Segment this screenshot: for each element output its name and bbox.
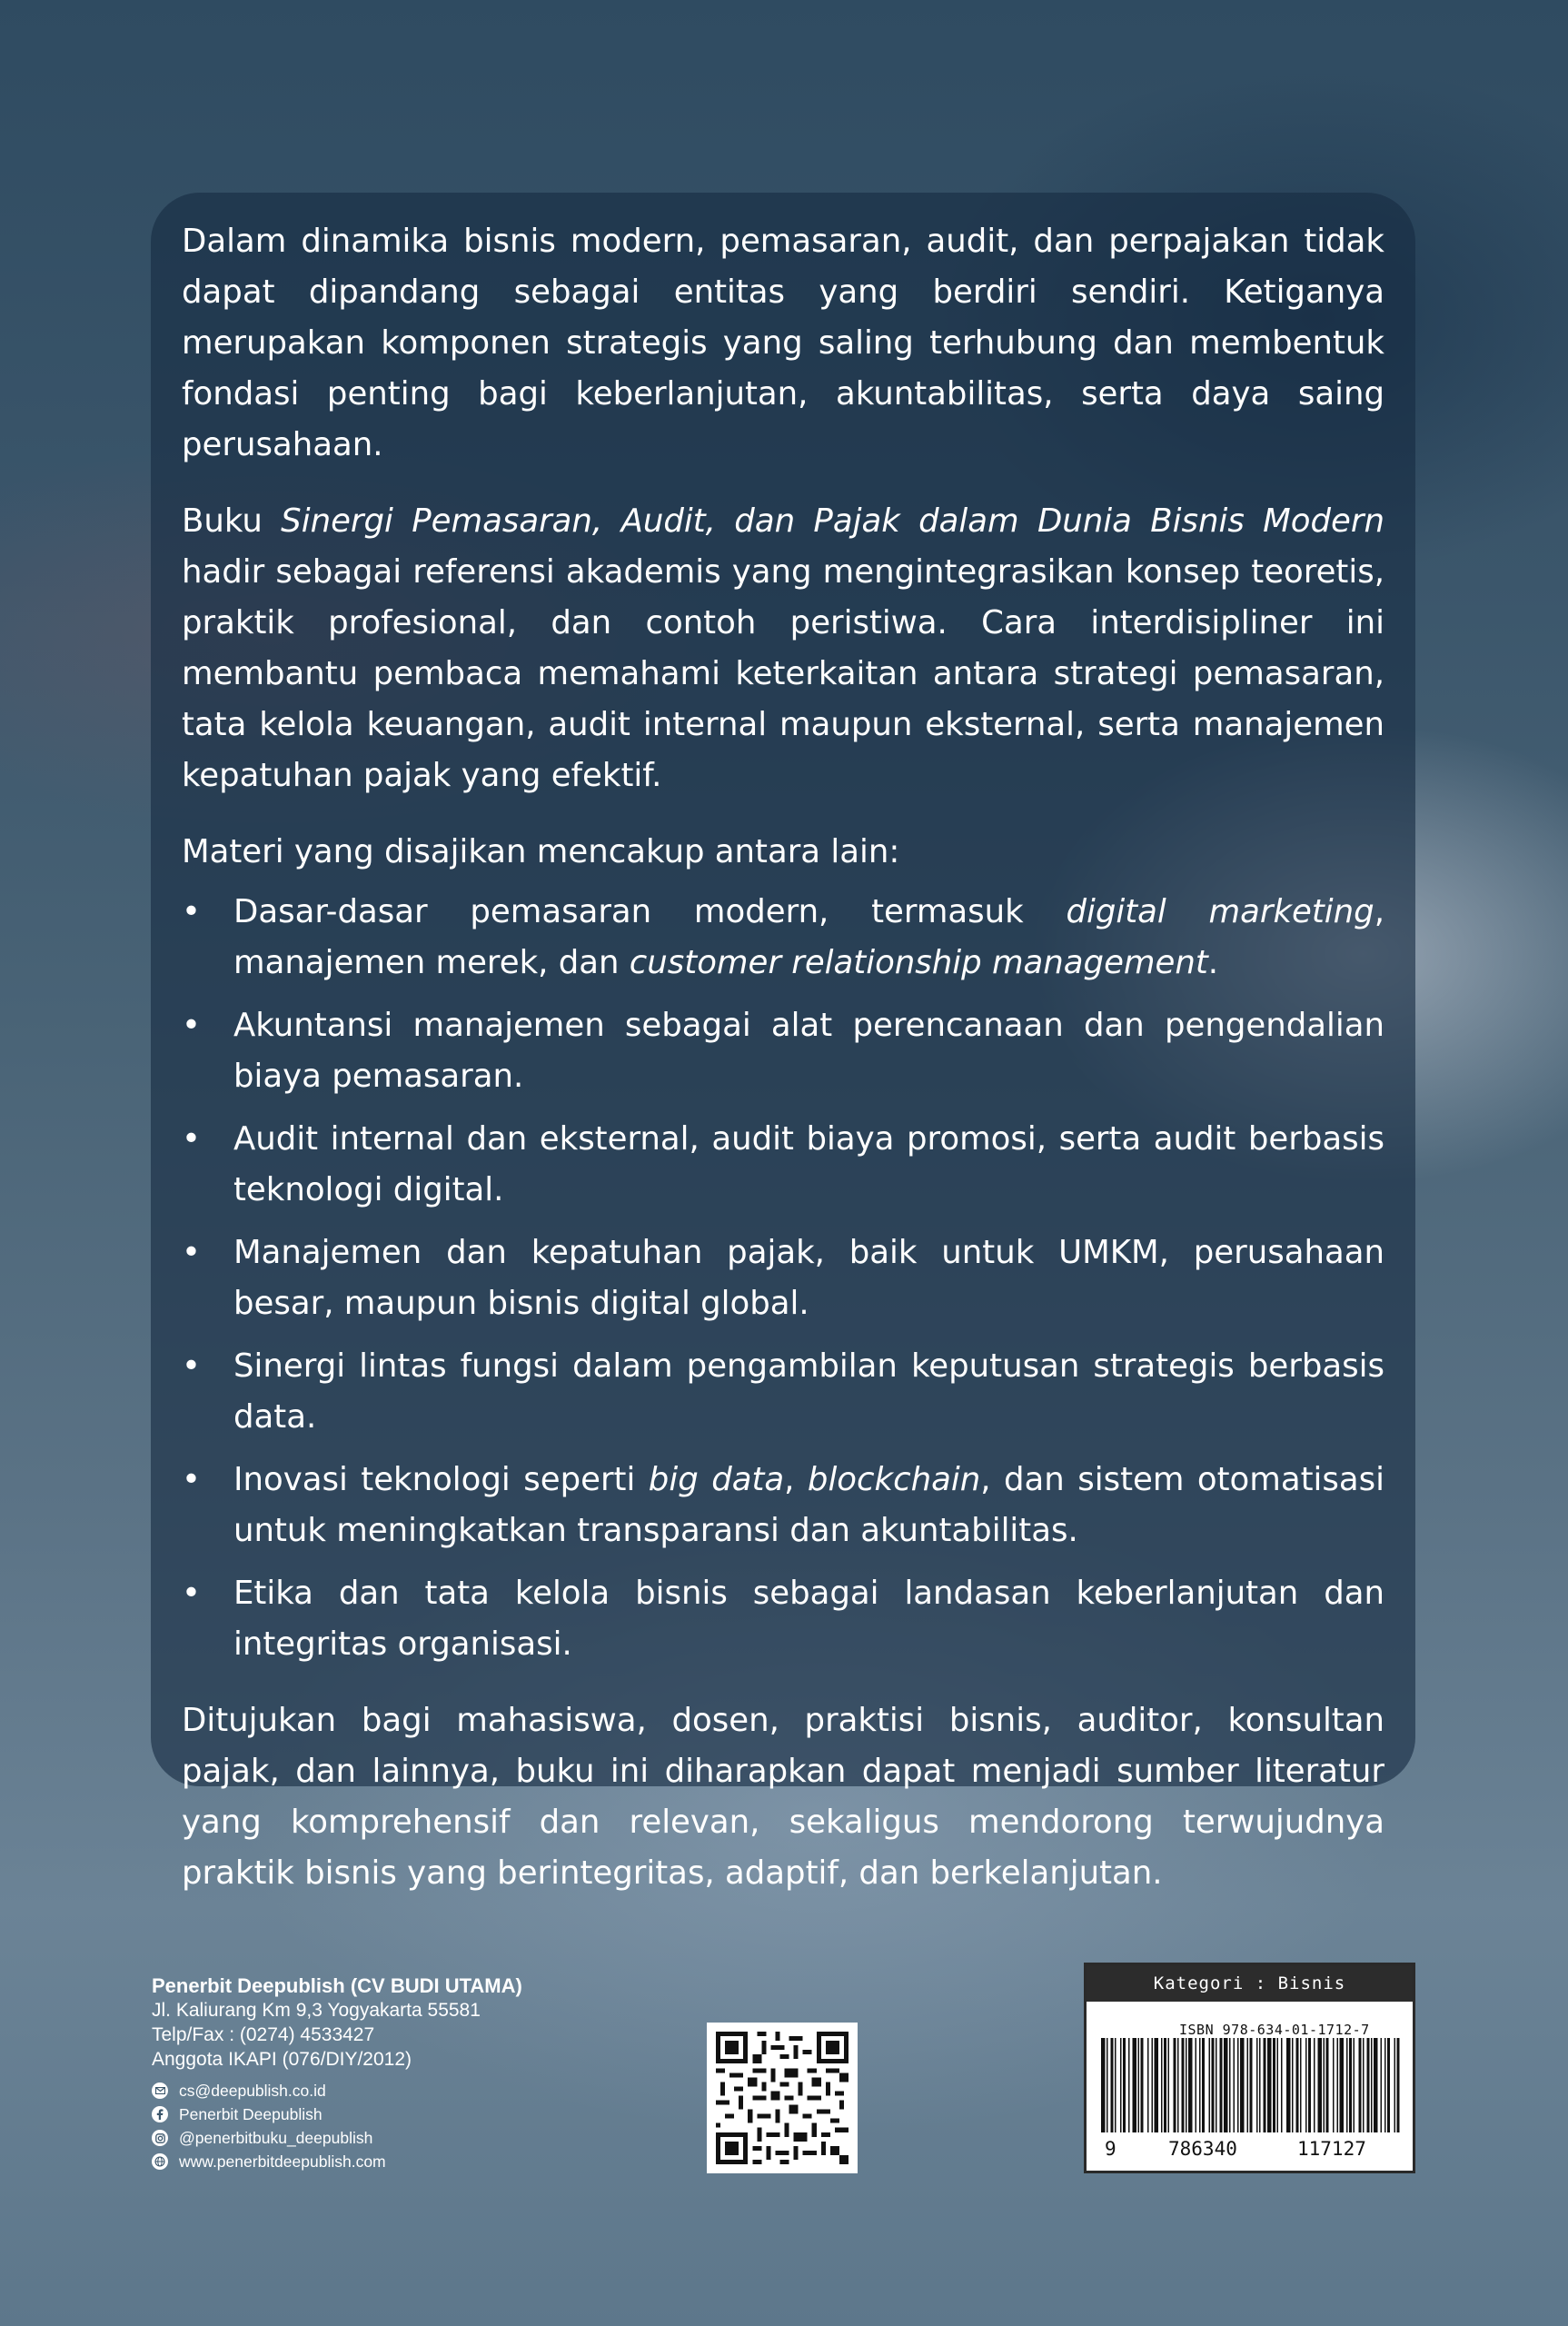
website-text: www.penerbitdeepublish.com [179,2152,386,2171]
description-paragraph-1: Dalam dinamika bisnis modern, pemasaran, audit, dan perpajakan tidak dapat dipandang sebagai entitas yang berdiri sendiri. Ketiganya merupakan komponen strategis yang saling terhubung dan membentuk fondasi penting bagi keberlanjutan, akuntabilitas, serta daya saing perusahaan. [182,223,1384,463]
qr-code[interactable] [707,2023,858,2173]
barcode-bar [1359,2038,1362,2132]
barcode-bar [1259,2038,1261,2132]
barcode-bar [1349,2038,1352,2132]
barcode-bar [1363,2038,1365,2132]
barcode-digits-right: 117127 [1297,2138,1366,2160]
barcode-bar [1267,2038,1272,2132]
facebook-icon [152,2106,168,2122]
barcode-bar [1346,2038,1348,2132]
barcode-bar [1229,2038,1231,2132]
barcode-bar [1277,2038,1279,2132]
barcode-bar [1397,2038,1400,2132]
barcode-bar [1138,2038,1140,2132]
barcode-bar [1296,2038,1299,2132]
barcode-bar [1240,2038,1245,2132]
email-text: cs@deepublish.co.id [179,2082,326,2100]
bullet-marker: • [182,1120,201,1158]
barcode-bar [1224,2038,1228,2132]
publisher-name: Penerbit Deepublish (CV BUDI UTAMA) [152,1974,522,1997]
barcode-bar [1292,2038,1294,2132]
publisher-phone: Telp/Fax : (0274) 4533427 [152,2024,375,2045]
barcode-bar [1111,2038,1114,2132]
globe-icon [152,2153,168,2170]
contact-email[interactable] [152,2079,522,2102]
isbn-number: ISBN 978-634-01-1712-7 [1179,2022,1370,2038]
paragraph-2-suffix: hadir sebagai referensi akademis yang mengintegrasikan konsep teoretis, praktik profesional, dan contoh peristiwa. Cara interdisipliner ini membantu pembaca memahami keterkaitan antara strategi pemasaran, tata kelola keuangan, audit internal maupun eksternal, serta manajemen kepatuhan pajak yang efektif. [182,553,1384,794]
description-panel [151,193,1415,1892]
barcode-bar [1209,2038,1211,2132]
email-icon [152,2082,168,2099]
barcode-bar [1324,2038,1325,2132]
description-closing: Ditujukan bagi mahasiswa, dosen, praktisi bisnis, auditor, konsultan pajak, dan lainnya, buku ini diharapkan dapat menjadi sumber literatur yang komprehensif dan relevan, sekaligus mendorong terwujudnya praktik bisnis yang berintegritas, adaptif, dan berkelanjutan. [182,1702,1384,1892]
list-item: • Akuntansi manajemen sebagai alat perencanaan dan pengendalian biaya pemasaran. [182,1000,1384,1102]
barcode-bar [1387,2038,1390,2132]
barcode-bar [1326,2038,1329,2132]
barcode-bar [1374,2038,1378,2132]
barcode-bar [1314,2038,1315,2132]
list-item: • Dasar-dasar pemasaran modern, termasuk digital marketing, manajemen merek, dan customer relationship management. [182,887,1384,989]
barcode-bar [1164,2038,1166,2132]
barcode-bar [1340,2038,1345,2132]
barcode-bar [1333,2038,1335,2132]
description-paragraph-2 [182,496,1384,801]
list-item: • Manajemen dan kepatuhan pajak, baik untuk UMKM, perusahaan besar, maupun bisnis digital global. [182,1228,1384,1329]
facebook-text: Penerbit Deepublish [179,2105,323,2123]
bullet-marker: • [182,1007,201,1044]
barcode-bar [1354,2038,1355,2132]
barcode-bar [1202,2038,1205,2132]
qr-code-graphic [716,2032,849,2164]
bullet-marker: • [182,1575,201,1612]
barcode-bar [1384,2038,1386,2132]
barcode-bar [1264,2038,1266,2132]
barcode-bar [1141,2038,1144,2132]
list-item: • Etika dan tata kelola bisnis sebagai landasan keberlanjutan dan integritas organisasi. [182,1568,1384,1670]
bullet-marker: • [182,1461,201,1498]
bullet-marker: • [182,1347,201,1385]
barcode-bar [1174,2038,1176,2132]
barcode-bar [1188,2038,1193,2132]
barcode-bar [1256,2038,1258,2132]
barcode-bar [1152,2038,1154,2132]
publisher-ikapi: Anggota IKAPI (076/DIY/2012) [152,2049,412,2070]
barcode-bar [1250,2038,1253,2132]
materials-list [182,887,1384,1670]
barcode-bar [1337,2038,1339,2132]
barcode-bar [1367,2038,1370,2132]
barcode-bar [1318,2038,1323,2132]
bullet-marker: • [182,893,201,930]
contact-facebook[interactable] [152,2102,522,2126]
barcode-bars [1101,2038,1401,2138]
barcode-bar [1199,2038,1201,2132]
barcode-bar [1273,2038,1275,2132]
barcode-bar [1308,2038,1311,2132]
publisher-info [152,1973,522,2173]
barcode-bar [1168,2038,1170,2132]
list-item: • Inovasi teknologi seperti big data, blockchain, dan sistem otomatisasi untuk meningkatkan transparansi dan akuntabilitas. [182,1455,1384,1556]
barcode-bar [1128,2038,1130,2132]
barcode-bar [1155,2038,1159,2132]
contact-instagram[interactable] [152,2126,522,2150]
barcode-bar [1123,2038,1126,2132]
barcode-bar [1120,2038,1122,2132]
barcode-bar [1107,2038,1108,2132]
barcode-digit-first: 9 [1105,2138,1116,2160]
publisher-address: Jl. Kaliurang Km 9,3 Yogyakarta 55581 [152,2000,481,2021]
barcode-bar [1394,2038,1396,2132]
barcode-bar [1300,2038,1302,2132]
barcode-bar [1216,2038,1217,2132]
list-item: • Sinergi lintas fungsi dalam pengambilan keputusan strategis berbasis data. [182,1341,1384,1443]
barcode-bar [1234,2038,1236,2132]
barcode-bar [1371,2038,1373,2132]
barcode-bar [1305,2038,1307,2132]
barcode-bar [1220,2038,1223,2132]
barcode-bar [1186,2038,1187,2132]
barcode-bar [1286,2038,1291,2132]
barcode-bar [1115,2038,1116,2132]
barcode-bar [1161,2038,1163,2132]
barcode-bar [1177,2038,1179,2132]
barcode-bar [1381,2038,1383,2132]
barcode-bar [1281,2038,1283,2132]
instagram-icon [152,2130,168,2146]
barcode-bar [1182,2038,1185,2132]
barcode-bar [1237,2038,1239,2132]
bullet-marker: • [182,1234,201,1271]
category-label: Kategori : Bisnis [1087,1965,1413,2002]
barcode-bar [1196,2038,1197,2132]
book-title: Sinergi Pemasaran, Audit, dan Pajak dalam Dunia Bisnis Modern [281,502,1384,540]
publisher-contacts [152,2079,522,2173]
materials-intro: Materi yang disajikan mencakup antara lain: [182,833,900,870]
barcode-digits-left: 786340 [1168,2138,1237,2160]
barcode-bar [1101,2038,1106,2132]
paragraph-2-prefix: Buku [182,502,282,540]
barcode-bar [1212,2038,1215,2132]
isbn-barcode-box [1084,1963,1415,2173]
barcode-bar [1247,2038,1249,2132]
barcode-bar [1133,2038,1137,2132]
list-item: • Audit internal dan eksternal, audit biaya promosi, serta audit berbasis teknologi digital. [182,1114,1384,1216]
instagram-text: @penerbitbuku_deepublish [179,2129,373,2147]
barcode-bar [1147,2038,1149,2132]
contact-website[interactable] [152,2150,522,2173]
